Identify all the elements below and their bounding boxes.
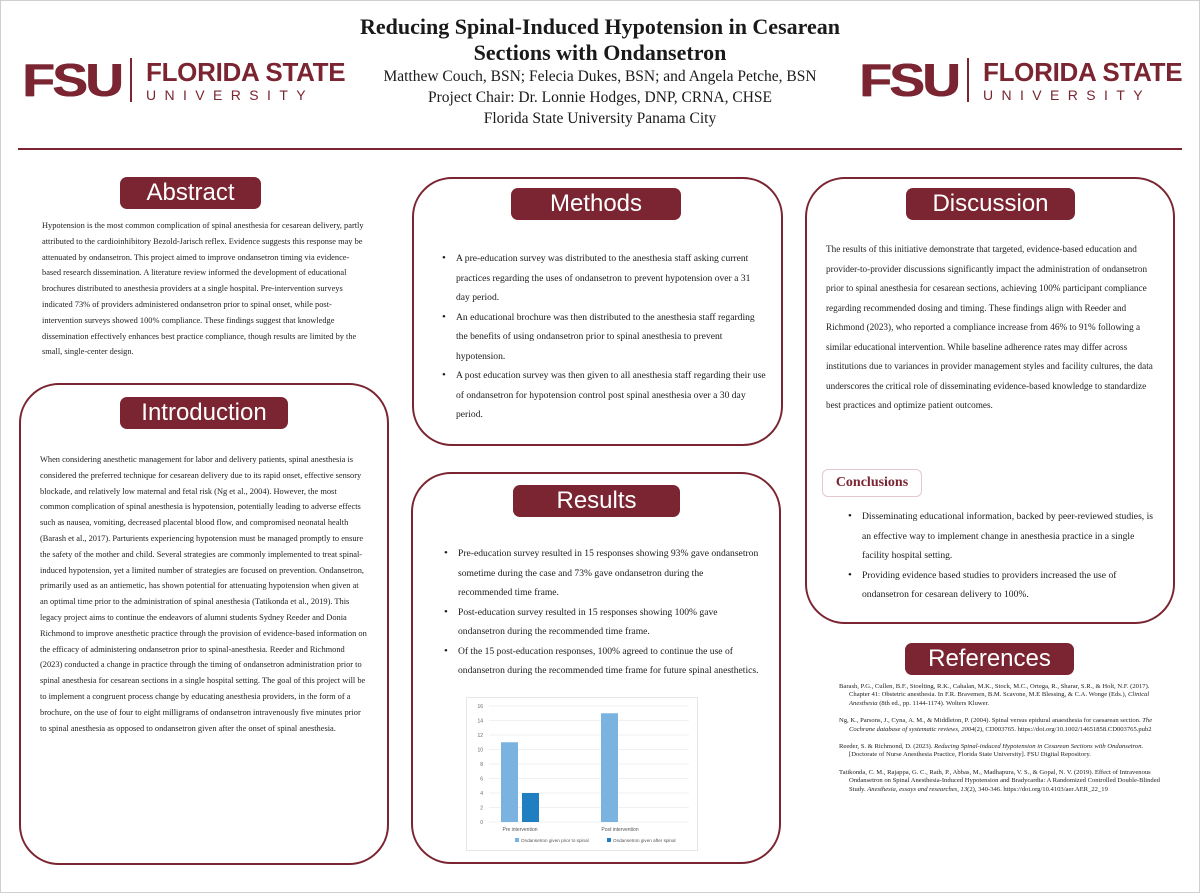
legend-swatch	[515, 838, 519, 842]
institution: Florida State University Panama City	[483, 110, 717, 127]
methods-item: • A pre-education survey was distributed to the anesthesia staff asking current practices regarding the uses of ondansetron to prevent hypotension over a 31 day period.	[456, 249, 766, 308]
results-bar-chart	[467, 698, 697, 850]
references-list	[839, 683, 1165, 803]
bar	[501, 742, 518, 822]
fsu-logo-right	[859, 54, 1183, 106]
legend-swatch	[607, 838, 611, 842]
fsu-logo-left	[22, 54, 346, 106]
conclusions-heading: Conclusions	[822, 469, 922, 497]
methods-list	[440, 249, 766, 425]
discussion-heading: Discussion	[906, 188, 1075, 220]
logo-divider	[967, 58, 969, 102]
introduction-heading: Introduction	[120, 397, 288, 429]
y-tick-label: 4	[480, 791, 483, 797]
university-name-line2: UNIVERSITY	[146, 86, 315, 103]
y-tick-label: 6	[480, 776, 483, 783]
poster-title-line2: Sections with Ondansetron	[473, 40, 727, 65]
university-name-line2: UNIVERSITY	[983, 86, 1152, 103]
y-tick-label: 0	[480, 820, 483, 826]
y-tick-label: 2	[480, 805, 483, 812]
fsu-wordmark: FSU	[859, 54, 958, 106]
methods-heading: Methods	[511, 188, 681, 220]
results-list	[442, 544, 760, 681]
reference-item: Ng, K., Parsons, J., Cyna, A. M., & Middleton, P. (2004). Spinal versus epidural anaesthesia for caesarean section. The Cochrane database of systematic reviews, 2004(2), CD003765. https://doi.org/10.1002/14651858.CD003765.pub2	[839, 717, 1153, 733]
fsu-wordmark: FSU	[22, 54, 121, 106]
y-tick-label: 12	[477, 733, 483, 739]
header-rule	[18, 148, 1182, 150]
introduction-text: When considering anesthetic management for labor and delivery patients, spinal anesthesia is considered the preferred technique for cesarean delivery due to its rapid onset, effective sensory blockade, and relatively low maternal and fetal risk (Ng et al., 2004). However, the most common complication of spinal anesthesia is hypotension, potentially leading to adverse effects such as nausea, vomiting, decreased placental blood flow, and compromised neonatal health (Barash et al., 2017). Parturients experiencing hypotension must be managed promptly to ensure the safety of the mother and child. Several strategies are commonly implemented to treat spinal-induced hypotension, yet a limited number of strategies are focused on prevention. Ondansetron, primarily used as an antiemetic, has shown potential for attenuating hypotension when given at an optimal time prior to the administration of spinal anesthesia (Tatikonda et al., 2019). This legacy project aims to continue the endeavors of alumni students Sydney Reeder and Donia Richmond to improve anesthetic practice through the provision of evidence-based information on the efficacy of administering ondansetron prior to spinal-anesthesia. Reeder and Richmond (2023) conducted a change in practice through the timing of ondansetron administration prior to spinal anesthesia for cesarean sections in a single hospital setting. The goal of this project will be to implement a congruent process change by educating anesthesia providers, in the form of a brochure, on the use of four to eight milligrams of ondansetron intravenously five minutes prior to spinal anesthesia as opposed to ondansetron given after the onset of spinal anesthesia.	[40, 455, 367, 733]
university-name-line1: FLORIDA STATE	[983, 56, 1183, 87]
results-item: • Pre-education survey resulted in 15 responses showing 93% gave ondansetron sometime during the case and 73% gave ondansetron during the recommended time frame.	[458, 544, 760, 603]
abstract-text: Hypotension is the most common complication of spinal anesthesia for cesarean delivery, partly attributed to the cardioinhibitory Bezold-Jarisch reflex. Evidence suggests this response may be attenuated by ondansetron. This project aimed to improve ondansetron timing via evidence-based research dissemination. A literature review informed the development of educational brochures distributed to anesthesia providers at a single hospital. Pre-intervention surveys indicated 73% of providers administered ondansetron prior to spinal onset, while post-intervention surveys showed 100% compliance. These findings suggest that knowledge dissemination effectively enhances best practice compliance, though results are limited by the small, single-center design.	[42, 221, 364, 357]
y-tick-label: 10	[477, 747, 483, 754]
conclusions-item: • Providing evidence based studies to providers increased the use of ondansetron for cesarean delivery to 100%.	[862, 566, 1156, 605]
bar	[522, 793, 539, 822]
university-name	[983, 58, 1182, 103]
logo-divider	[130, 58, 132, 102]
y-tick-label: 16	[477, 704, 483, 710]
conclusions-list	[846, 507, 1156, 605]
y-tick-label: 14	[477, 718, 483, 725]
reference-item: Barash, P.G., Cullen, B.F., Stoelting, R.K., Cahalan, M.K., Stock, M.C., Ortega, R., Sharar, S.R., & Holt, N.F. (2017). Chapter 41: Obstetric anesthesia. In F.R. Bravemen, B.M. Scavone, M.E Blessing, & C.A. Wonge (Eds.), Clinical Anesthesia (8th ed., pp. 1144-1174). Wolters Kluwer.	[839, 683, 1150, 707]
legend-label: Ondansetron given after spinal	[613, 838, 676, 843]
results-item: • Post-education survey resulted in 15 responses showing 100% gave ondansetron during the recommended time frame.	[458, 603, 760, 642]
project-chair: Project Chair: Dr. Lonnie Hodges, DNP, CRNA, CHSE	[427, 89, 772, 106]
reference-item: Tatikonda, C. M., Rajappa, G. C., Rath, P., Abbas, M., Madhapura, V. S., & Gopal, N. V. (2019). Effect of Intravenous Ondansetron on Spinal Anesthesia-Induced Hypotension and Bradycardia: A Randomized Controlled Double-Blinded Study. Anesthesia, essays and researches, 13(2), 340-346. https://doi.org/10.4103/aer.AER_22_19	[839, 768, 1160, 793]
y-tick-label: 8	[480, 762, 483, 768]
reference-item: Reeder, S. & Richmond, D. (2023). Reducing Spinal-induced Hypotension in Cesarean Sections with Ondansetron. [Doctorate of Nurse Anesthesia Practice, Florida State University]. FSU Digital Repository.	[839, 743, 1144, 759]
methods-item: • A post education survey was then given to all anesthesia staff regarding their use of ondansetron for hypotension control post spinal anesthesia over a 30 day period.	[456, 366, 766, 425]
university-name	[146, 58, 345, 103]
results-item: • Of the 15 post-education responses, 100% agreed to continue the use of ondansetron during the recommended time frame for future spinal anesthetics.	[458, 642, 760, 681]
discussion-text: The results of this initiative demonstrate that targeted, evidence-based education and provider-to-provider discussions significantly impact the administration of ondansetron prior to spinal anesthesia for cesarean sections, achieving 100% participant compliance regarding recommended dosing and timing. These findings align with Reeder and Richmond (2023), who reported a compliance increase from 46% to 91% following a similar educational intervention. While baseline adherence rates may differ across institutions due to variances in provider management styles and facility cultures, the data underscores the critical role of disseminating evidence-based knowledge to standardize best practices and optimize patient outcomes.	[826, 244, 1153, 410]
university-name-line1: FLORIDA STATE	[146, 56, 346, 87]
legend-label: Ondansetron given prior to spinal	[521, 838, 589, 843]
poster-header	[335, 14, 865, 129]
x-tick-label: Pre intervention	[502, 827, 538, 833]
abstract-heading: Abstract	[120, 177, 261, 209]
authors: Matthew Couch, BSN; Felecia Dukes, BSN; and Angela Petche, BSN	[383, 68, 817, 85]
poster-title-line1: Reducing Spinal-Induced Hypotension in Cesarean	[359, 14, 841, 39]
conclusions-item: • Disseminating educational information, backed by peer-reviewed studies, is an effective way to implement change in anesthesia practice in a single facility hospital setting.	[862, 507, 1156, 566]
references-heading: References	[905, 643, 1074, 675]
methods-item: • An educational brochure was then distributed to the anesthesia staff regarding the benefits of using ondansetron prior to spinal anesthesia to prevent hypotension.	[456, 308, 766, 367]
results-chart	[466, 697, 698, 851]
bar	[601, 713, 618, 822]
x-tick-label: Post intervention	[601, 827, 639, 833]
results-heading: Results	[513, 485, 680, 517]
